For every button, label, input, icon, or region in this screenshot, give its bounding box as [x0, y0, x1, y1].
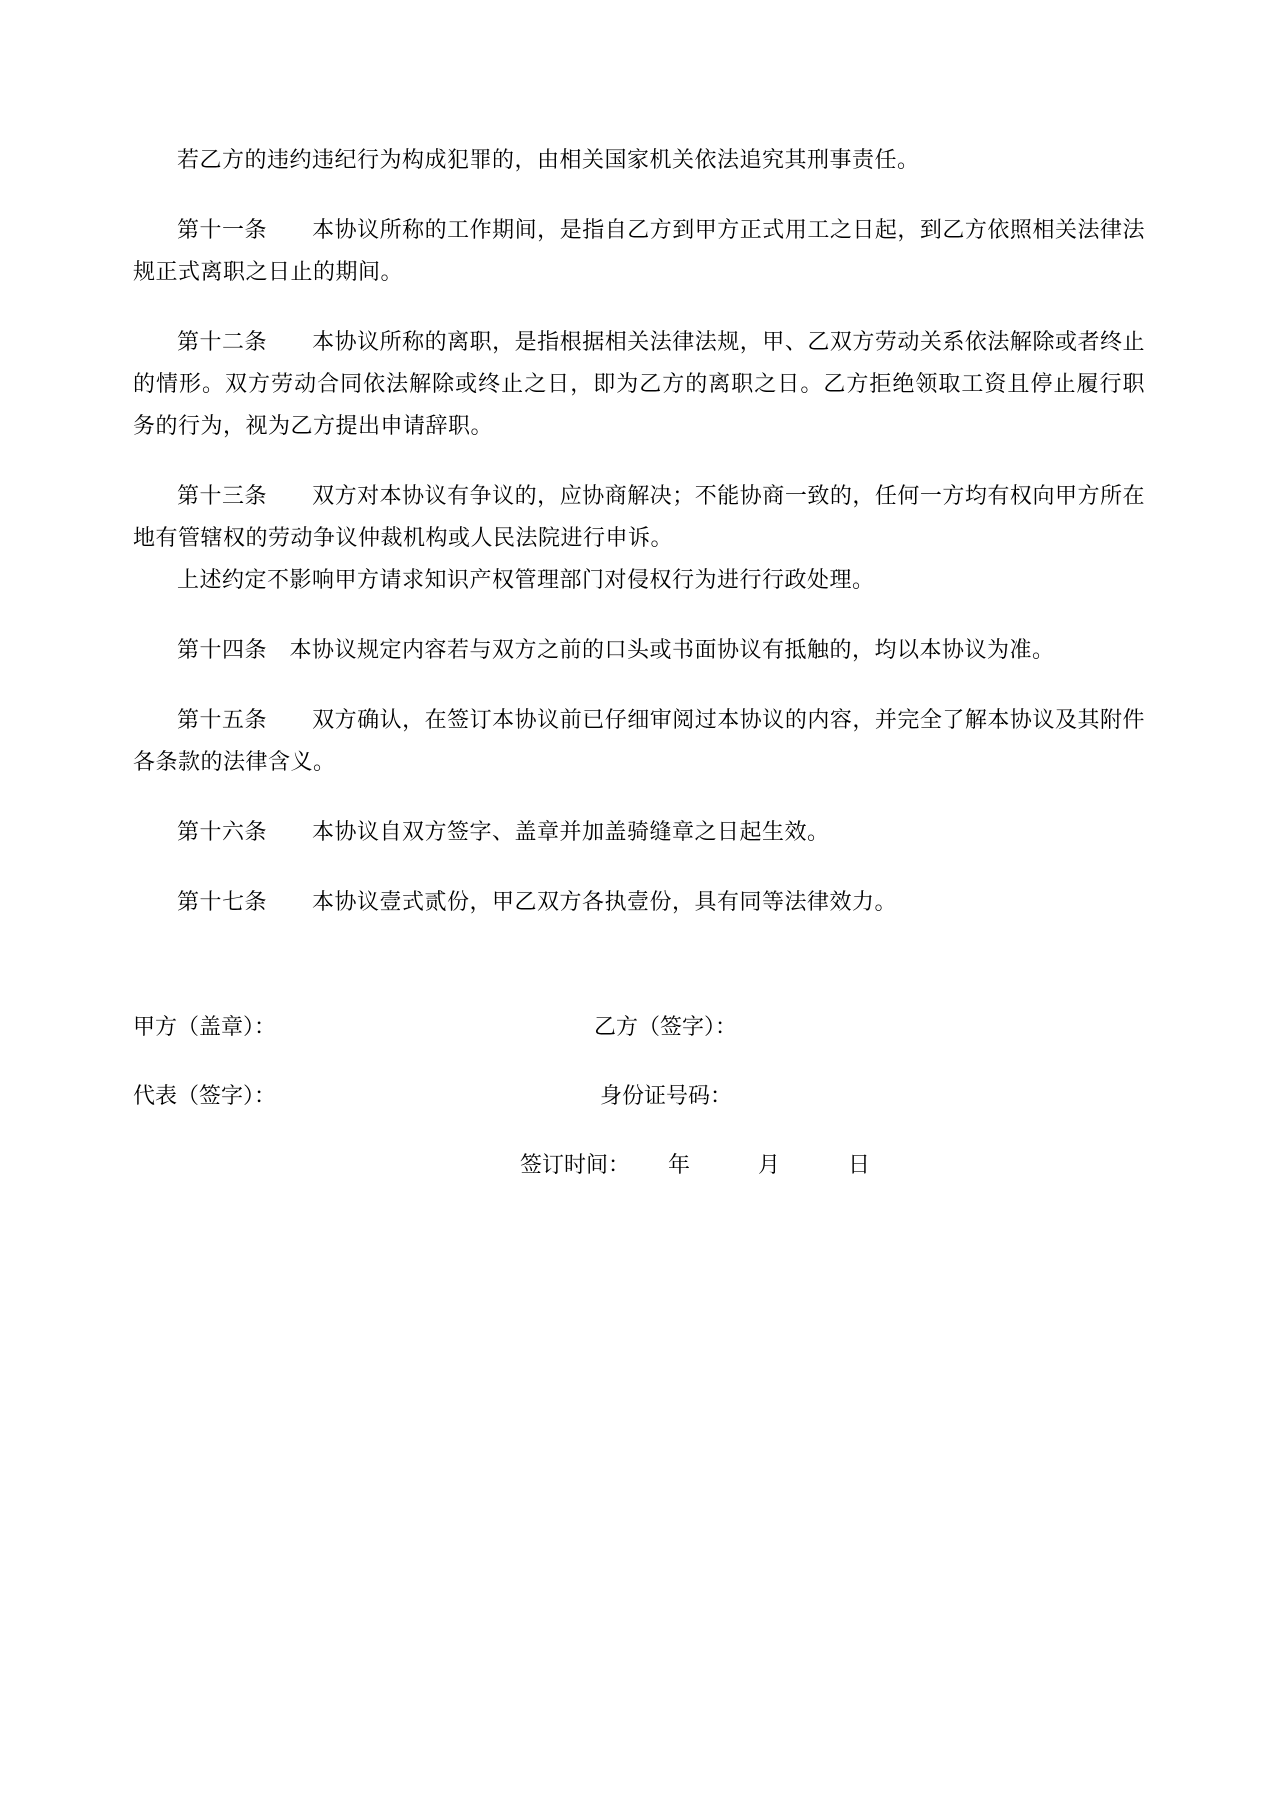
- text-line: 第十七条 本协议壹式贰份，甲乙双方各执壹份，具有同等法律效力。: [177, 889, 898, 914]
- text-line: 第十一条 本协议所称的工作期间，是指自乙方到甲方正式用工之日起，到乙方依照相关法律法: [177, 217, 1145, 242]
- clause-paragraph: [133, 559, 1145, 601]
- text-line: 第十二条 本协议所称的离职，是指根据相关法律法规，甲、乙双方劳动关系依法解除或者终止: [177, 329, 1145, 354]
- id-number-label: 身份证号码：: [600, 1083, 733, 1108]
- document-body: [133, 139, 1145, 923]
- text-line: 第十三条 双方对本协议有争议的，应协商解决；不能协商一致的，任何一方均有权向甲方所在: [177, 483, 1145, 508]
- text-line: 地有管辖权的劳动争议仲裁机构或人民法院进行申诉。: [133, 525, 674, 550]
- clause-paragraph: [133, 475, 1145, 559]
- year-label: 年: [668, 1152, 691, 1177]
- clause-paragraph: [133, 699, 1145, 783]
- clause-paragraph: [133, 629, 1145, 671]
- representative-sign-label: 代表（签字）：: [133, 1083, 277, 1108]
- text-line: 上述约定不影响甲方请求知识产权管理部门对侵权行为进行行政处理。: [177, 567, 875, 592]
- text-line: 规正式离职之日止的期间。: [133, 259, 404, 284]
- clause-paragraph: [133, 881, 1145, 923]
- clause-paragraph: [133, 321, 1145, 447]
- party-b-sign-label: 乙方（签字）：: [594, 1014, 738, 1039]
- signature-row-parties: [133, 1006, 1145, 1048]
- text-line: 务的行为，视为乙方提出申请辞职。: [133, 413, 494, 438]
- clause-paragraph: [133, 811, 1145, 853]
- signature-block: [133, 1006, 1145, 1186]
- signature-row-representative: [133, 1075, 1145, 1117]
- clause-paragraph: [133, 139, 1145, 181]
- signature-row-date: [133, 1144, 1145, 1186]
- day-label: 日: [848, 1152, 871, 1177]
- party-a-seal-label: 甲方（盖章）：: [133, 1014, 277, 1039]
- text-line: 第十四条 本协议规定内容若与双方之前的口头或书面协议有抵触的，均以本协议为准。: [177, 637, 1055, 662]
- text-line: 第十六条 本协议自双方签字、盖章并加盖骑缝章之日起生效。: [177, 819, 830, 844]
- clause-paragraph: [133, 209, 1145, 293]
- text-line: 各条款的法律含义。: [133, 749, 336, 774]
- text-line: 若乙方的违约违纪行为构成犯罪的，由相关国家机关依法追究其刑事责任。: [177, 147, 920, 172]
- text-line: 第十五条 双方确认，在签订本协议前已仔细审阅过本协议的内容，并完全了解本协议及其附件: [177, 707, 1145, 732]
- month-label: 月: [758, 1152, 781, 1177]
- sign-time-label: 签订时间：: [520, 1152, 631, 1177]
- text-line: 的情形。双方劳动合同依法解除或终止之日，即为乙方的离职之日。乙方拒绝领取工资且停止履行职: [133, 371, 1145, 396]
